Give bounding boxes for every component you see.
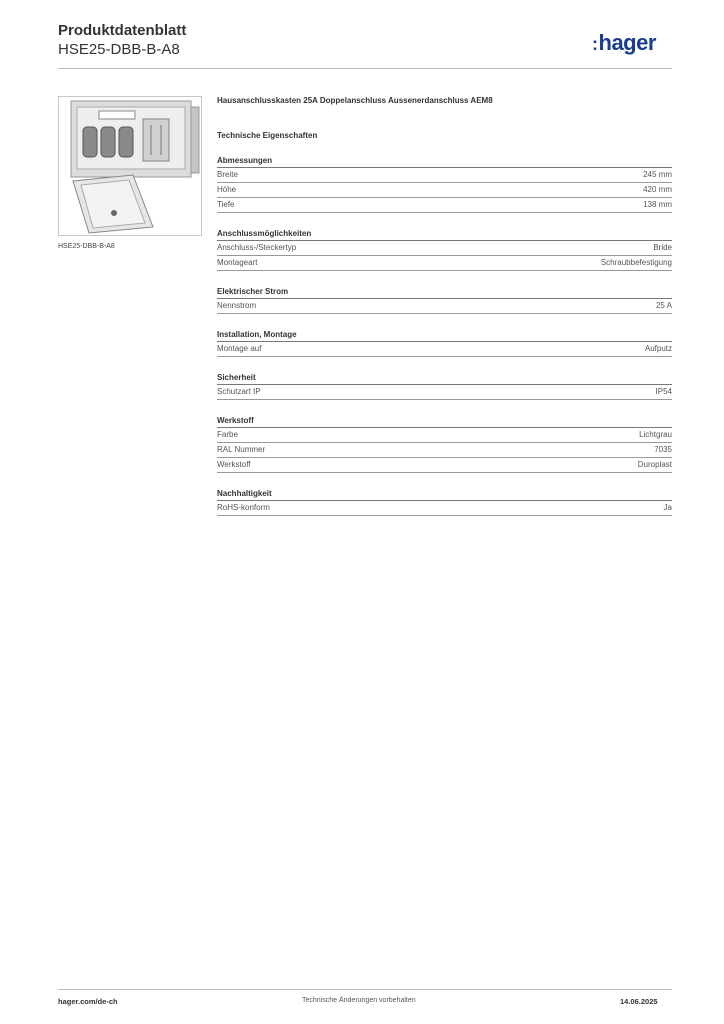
spec-value: Duroplast [637,460,672,469]
spec-row [217,256,672,271]
spec-row [217,299,672,314]
product-description: Hausanschlusskasten 25A Doppelanschluss Aussenerdanschluss AEM8 [217,96,493,105]
spec-row [217,501,672,516]
spec-row [217,168,672,183]
spec-value: Lichtgrau [639,430,672,439]
spec-group-sicherheit [217,373,672,400]
spec-label: Farbe [217,430,238,439]
spec-label: Nennstrom [217,301,257,310]
group-title: Anschlussmöglichkeiten [217,229,672,241]
spec-value: 25 A [655,301,672,310]
spec-label: Schutzart IP [217,387,261,396]
spec-group-anschluss [217,229,672,271]
image-caption: HSE25-DBB-B-A8 [58,243,115,250]
spec-label: Anschluss-/Steckertyp [217,243,297,252]
spec-value: Ja [663,503,672,512]
spec-group-installation [217,330,672,357]
spec-row [217,443,672,458]
logo-text: hager [598,30,656,55]
spec-row [217,342,672,357]
spec-value: 245 mm [643,170,672,179]
group-title: Installation, Montage [217,330,672,342]
spec-label: Montageart [217,258,258,267]
spec-label: Tiefe [217,200,235,209]
footer-note: Technische Änderungen vorbehalten [302,997,416,1004]
spec-group-nachhaltigkeit [217,489,672,516]
spec-group-strom [217,287,672,314]
spec-value: 138 mm [643,200,672,209]
footer-date: 14.06.2025 [620,997,658,1006]
footer-website-link[interactable]: hager.com/de-ch [58,997,118,1006]
header-divider [58,68,672,69]
spec-content [217,96,672,516]
group-title: Elektrischer Strom [217,287,672,299]
page-title: Produktdatenblatt [58,22,187,39]
spec-value: 420 mm [643,185,672,194]
spec-label: Montage auf [217,344,262,353]
group-title: Abmessungen [217,156,672,168]
spec-label: Höhe [217,185,237,194]
product-code: HSE25-DBB-B-A8 [58,41,180,58]
spec-row [217,183,672,198]
spec-row [217,428,672,443]
spec-label: Breite [217,170,238,179]
spec-row [217,458,672,473]
spec-value: 7035 [654,445,672,454]
spec-value: IP54 [655,387,672,396]
group-title: Nachhaltigkeit [217,489,672,501]
product-image [58,96,202,236]
spec-value: Bride [653,243,672,252]
spec-value: Schraubbefestigung [600,258,672,267]
footer-divider [58,989,672,990]
spec-group-abmessungen [217,156,672,213]
spec-label: Werkstoff [217,460,251,469]
group-title: Sicherheit [217,373,672,385]
spec-value: Aufputz [644,344,672,353]
hager-logo: :hager [592,30,656,55]
spec-label: RoHS-konform [217,503,270,512]
spec-row [217,198,672,213]
junction-box-illustration [59,97,201,235]
spec-row [217,385,672,400]
spec-label: RAL Nummer [217,445,266,454]
section-title: Technische Eigenschaften [217,131,318,140]
group-title: Werkstoff [217,416,672,428]
spec-group-werkstoff [217,416,672,473]
spec-row [217,241,672,256]
